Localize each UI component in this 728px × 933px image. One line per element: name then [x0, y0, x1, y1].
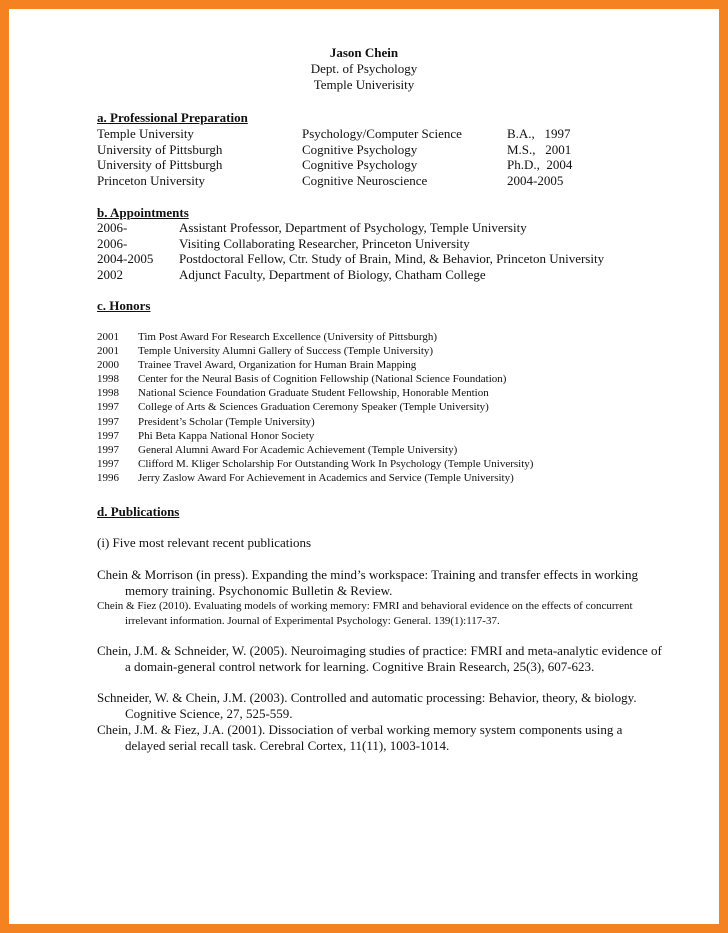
prep-institution: Temple University — [97, 126, 194, 141]
honor-year: 2000 — [97, 359, 119, 371]
document-page — [9, 9, 719, 924]
honor-desc: Temple University Alumni Gallery of Success (Temple University) — [138, 345, 434, 357]
prep-degree: 2004-2005 — [507, 173, 564, 188]
appointment-desc: Postdoctoral Fellow, Ctr. Study of Brain, Mind, & Behavior, Princeton University — [179, 251, 605, 266]
header — [9, 45, 719, 93]
section-title-honors: c. Honors — [97, 298, 151, 313]
honor-desc: General Alumni Award For Academic Achievement (Temple University) — [138, 444, 458, 456]
publication-item: Schneider, W. & Chein, J.M. (2003). Controlled and automatic processing: Behavior, theory, & biology. Cognitive Science, 27, 525-559. — [97, 690, 637, 721]
appointment-year: 2004-2005 — [97, 251, 154, 266]
appointment-desc: Assistant Professor, Department of Psychology, Temple University — [179, 220, 527, 235]
honor-desc: Clifford M. Kliger Scholarship For Outstanding Work In Psychology (Temple University) — [138, 458, 534, 470]
honor-desc: National Science Foundation Graduate Student Fellowship, Honorable Mention — [138, 387, 489, 399]
institution: Temple Univerisity — [313, 77, 415, 92]
appointment-year: 2006- — [97, 220, 128, 235]
honor-year: 1998 — [97, 373, 119, 385]
publication-item: Chein, J.M. & Schneider, W. (2005). Neuroimaging studies of practice: FMRI and meta-analytic evidence of a domain-general control network for learning. Cognitive Brain Research, 25(3), 607-623. — [97, 643, 662, 674]
appointment-year: 2006- — [97, 236, 128, 251]
honor-desc: Jerry Zaslow Award For Achievement in Academics and Service (Temple University) — [138, 472, 514, 484]
publication-item: Chein, J.M. & Fiez, J.A. (2001). Dissociation of verbal working memory system components using a delayed serial recall task. Cerebral Cortex, 11(11), 1003-1014. — [97, 722, 623, 753]
prep-institution: Princeton University — [97, 173, 205, 188]
honor-year: 1997 — [97, 430, 119, 442]
publications-intro: (i) Five most relevant recent publications — [97, 535, 312, 550]
honor-year: 1997 — [97, 444, 119, 456]
honor-year: 1997 — [97, 416, 119, 428]
section-title-appointments: b. Appointments — [97, 205, 189, 220]
honor-desc: Tim Post Award For Research Excellence (University of Pittsburgh) — [138, 331, 438, 343]
publication-item: Chein & Morrison (in press). Expanding the mind’s workspace: Training and transfer effects in working memory training. Psychonomic Bulletin & Review. — [97, 567, 638, 598]
honor-desc: President’s Scholar (Temple University) — [138, 416, 315, 428]
honor-year: 2001 — [97, 345, 119, 357]
honor-desc: Phi Beta Kappa National Honor Society — [138, 430, 315, 442]
prep-institution: University of Pittsburgh — [97, 157, 223, 172]
prep-field: Psychology/Computer Science — [302, 126, 462, 141]
honor-year: 1997 — [97, 401, 119, 413]
honor-desc: Trainee Travel Award, Organization for Human Brain Mapping — [138, 359, 417, 371]
prep-degree: M.S., 2001 — [507, 142, 572, 157]
honor-desc: College of Arts & Sciences Graduation Ceremony Speaker (Temple University) — [138, 401, 489, 413]
section-title-preparation: a. Professional Preparation — [97, 110, 248, 125]
honor-desc: Center for the Neural Basis of Cognition Fellowship (National Science Foundation) — [138, 373, 507, 385]
prep-institution: University of Pittsburgh — [97, 142, 223, 157]
department: Dept. of Psychology — [310, 61, 418, 76]
honor-year: 2001 — [97, 331, 119, 343]
prep-field: Cognitive Psychology — [302, 142, 418, 157]
appointment-year: 2002 — [97, 267, 123, 282]
prep-field: Cognitive Neuroscience — [302, 173, 428, 188]
appointment-desc: Visiting Collaborating Researcher, Princeton University — [179, 236, 470, 251]
author-name: Jason Chein — [329, 45, 399, 60]
prep-field: Cognitive Psychology — [302, 157, 418, 172]
section-title-publications: d. Publications — [97, 504, 180, 519]
honor-year: 1997 — [97, 458, 119, 470]
publication-item: Chein & Fiez (2010). Evaluating models of working memory: FMRI and behavioral evidence on the effects of concurrent irrelevant information. Journal of Experimental Psychology: General. 139(1):117-37. — [97, 600, 633, 627]
prep-degree: B.A., 1997 — [507, 126, 571, 141]
prep-degree: Ph.D., 2004 — [507, 157, 573, 172]
honor-year: 1996 — [97, 472, 119, 484]
honor-year: 1998 — [97, 387, 119, 399]
appointment-desc: Adjunct Faculty, Department of Biology, Chatham College — [179, 267, 486, 282]
